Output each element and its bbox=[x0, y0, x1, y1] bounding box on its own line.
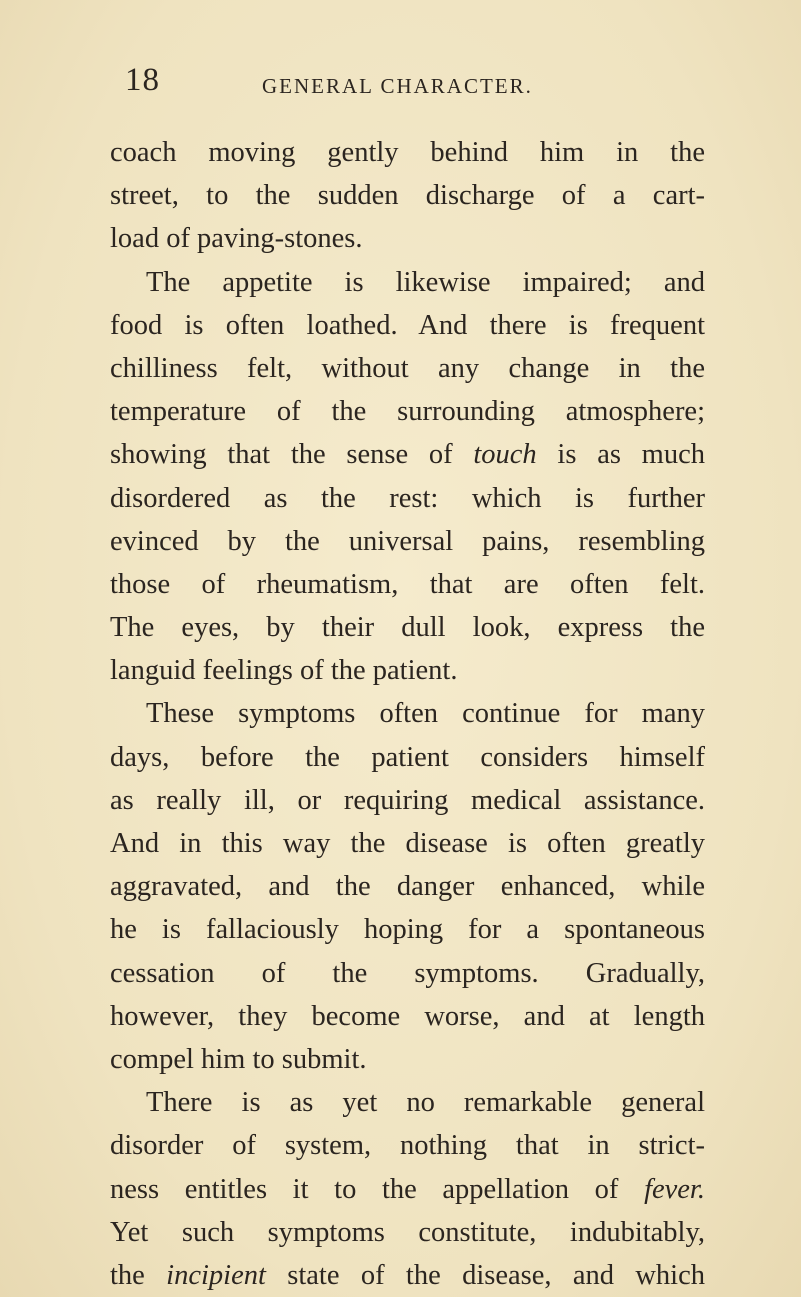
text-line: chilliness felt, without any change in the bbox=[110, 352, 705, 384]
italic-word: fever. bbox=[644, 1173, 705, 1205]
italic-word: touch bbox=[473, 439, 537, 471]
text-line bbox=[110, 1168, 705, 1211]
body-text bbox=[110, 131, 705, 1297]
text-line: load of paving-stones. bbox=[110, 223, 363, 255]
text-line: days, before the patient considers himself bbox=[110, 741, 705, 773]
text-segment: ness entitles it to the appellation of bbox=[110, 1173, 645, 1205]
text-line: disorder of system, nothing that in strict- bbox=[110, 1130, 705, 1162]
text-line: Yet such symptoms constitute, indubitably, bbox=[110, 1216, 705, 1248]
text-segment: the bbox=[110, 1259, 167, 1291]
text-line bbox=[110, 1254, 705, 1297]
text-line: disordered as the rest: which is further bbox=[110, 482, 705, 514]
text-line: aggravated, and the danger enhanced, while bbox=[110, 871, 705, 903]
text-line: he is fallaciously hoping for a spontaneous bbox=[110, 914, 705, 946]
text-line: however, they become worse, and at length bbox=[110, 1000, 705, 1032]
text-line: The eyes, by their dull look, express the bbox=[110, 612, 705, 644]
running-head bbox=[125, 62, 745, 102]
running-title: GENERAL CHARACTER. bbox=[262, 74, 533, 98]
text-line: languid feelings of the patient. bbox=[110, 655, 458, 687]
text-segment: showing that the sense of bbox=[110, 439, 474, 471]
text-line: There is as yet no remarkable general bbox=[146, 1087, 705, 1119]
text-line: compel him to submit. bbox=[110, 1043, 367, 1075]
text-line: food is often loathed. And there is frequent bbox=[110, 309, 705, 341]
text-line: temperature of the surrounding atmosphere; bbox=[110, 396, 705, 428]
text-line: coach moving gently behind him in the bbox=[110, 137, 705, 168]
italic-word: incipient bbox=[166, 1259, 266, 1291]
text-segment: state of the disease, and which bbox=[265, 1259, 705, 1291]
text-line: those of rheumatism, that are often felt. bbox=[110, 568, 705, 600]
text-line: evinced by the universal pains, resembling bbox=[110, 525, 705, 557]
text-line: street, to the sudden discharge of a cart- bbox=[110, 180, 705, 212]
text-line: as really ill, or requiring medical assistance. bbox=[110, 784, 705, 816]
text-line bbox=[110, 433, 705, 476]
page-number: 18 bbox=[125, 62, 160, 98]
text-line: cessation of the symptoms. Gradually, bbox=[110, 957, 705, 989]
text-segment: is as much bbox=[536, 439, 705, 471]
text-line: These symptoms often continue for many bbox=[146, 698, 705, 730]
text-line: The appetite is likewise impaired; and bbox=[146, 266, 705, 298]
text-line: And in this way the disease is often greatly bbox=[110, 828, 705, 859]
